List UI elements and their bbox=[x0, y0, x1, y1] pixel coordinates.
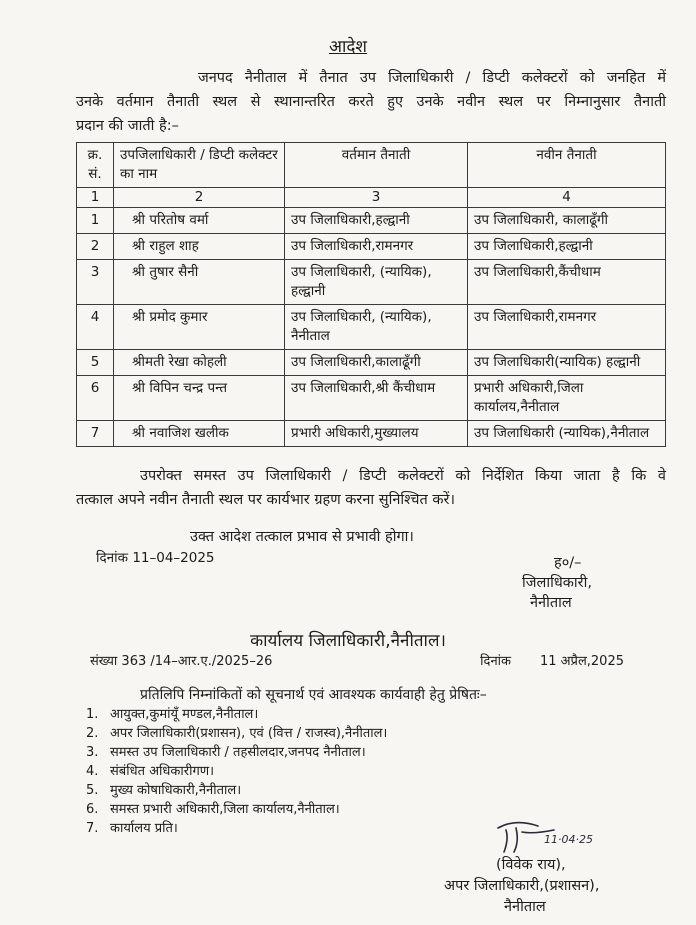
row-current-posting: उप जिलाधिकारी,कालाढूँगी bbox=[285, 350, 468, 376]
table-row bbox=[77, 260, 666, 305]
row-officer-name: श्री राहुल शाह bbox=[114, 234, 285, 260]
row-serial: 2 bbox=[77, 234, 114, 260]
row-new-posting: उप जिलाधिकारी(न्यायिक) हल्द्वानी bbox=[468, 350, 666, 376]
intro-paragraph bbox=[76, 66, 666, 138]
list-item: 4. संबंधित अधिकारीगण। bbox=[86, 764, 215, 779]
row-new-posting: उप जिलाधिकारी,रामनगर bbox=[468, 305, 666, 350]
reference-date-group bbox=[480, 651, 624, 669]
row-new-posting: उप जिलाधिकारी,हल्द्वानी bbox=[468, 234, 666, 260]
order-date: दिनांक 11–04–2025 bbox=[96, 550, 215, 566]
row-new-posting: प्रभारी अधिकारी,जिला कार्यालय,नैनीताल bbox=[468, 376, 666, 421]
row-officer-name: श्री तुषार सैनी bbox=[114, 260, 285, 305]
signature-block-additional-dm bbox=[444, 855, 599, 918]
row-serial: 4 bbox=[77, 305, 114, 350]
reference-date-label: दिनांक bbox=[480, 654, 512, 669]
table-row bbox=[77, 305, 666, 350]
order-title: आदेश bbox=[329, 37, 367, 57]
effect-statement: उक्त आदेश तत्काल प्रभाव से प्रभावी होगा। bbox=[190, 529, 414, 545]
reference-number: संख्या 363 /14–आर.ए./2025–26 bbox=[90, 654, 273, 669]
row-officer-name: श्री नवाजिश खलीक bbox=[114, 421, 285, 447]
reference-date: 11 अप्रैल,2025 bbox=[539, 654, 624, 669]
row-current-posting: उप जिलाधिकारी, (न्यायिक), हल्द्वानी bbox=[285, 260, 468, 305]
reference-line bbox=[90, 651, 624, 669]
signatory-designation: अपर जिलाधिकारी,(प्रशासन), bbox=[444, 878, 600, 894]
row-officer-name: श्री परितोष वर्मा bbox=[114, 208, 285, 234]
row-current-posting: उप जिलाधिकारी,श्री कैंचीधाम bbox=[285, 376, 468, 421]
row-current-posting: उप जिलाधिकारी,हल्द्वानी bbox=[285, 208, 468, 234]
row-serial: 3 bbox=[77, 260, 114, 305]
intro-line-1: जनपद नैनीताल में तैनात उप जिलाधिकारी / डिप्टी कलेक्टरों को जनहित में bbox=[198, 70, 666, 86]
row-new-posting: उप जिलाधिकारी (न्यायिक),नैनीताल bbox=[468, 421, 666, 447]
row-officer-name: श्री विपिन चन्द्र पन्त bbox=[114, 376, 285, 421]
row-new-posting: उप जिलाधिकारी,कैंचीधाम bbox=[468, 260, 666, 305]
column-number: 3 bbox=[285, 188, 468, 208]
list-item: 6. समस्त प्रभारी अधिकारी,जिला कार्यालय,नैनीताल। bbox=[86, 802, 340, 817]
instruction-line-1: उपरोक्त समस्त उप जिलाधिकारी / डिप्टी कलेक्टरों को निर्देशित किया जाता है कि वे bbox=[140, 468, 666, 484]
list-item: 3. समस्त उप जिलाधिकारी / तहसीलदार,जनपद नैनीताल। bbox=[86, 745, 366, 760]
list-item: 2. अपर जिलाधिकारी(प्रशासन), एवं (वित्त / राजस्व),नैनीताल। bbox=[86, 726, 388, 741]
signatory-name: (विवेक राय), bbox=[496, 857, 566, 873]
instruction-paragraph bbox=[76, 464, 666, 512]
row-current-posting: उप जिलाधिकारी, (न्यायिक), नैनीताल bbox=[285, 305, 468, 350]
table-header-row bbox=[77, 143, 666, 188]
row-new-posting: उप जिलाधिकारी, कालाढूँगी bbox=[468, 208, 666, 234]
table-row bbox=[77, 421, 666, 447]
column-number: 2 bbox=[114, 188, 285, 208]
header-name: उपजिलाधिकारी / डिप्टी कलेक्टर का नाम bbox=[114, 143, 285, 188]
table-row bbox=[77, 234, 666, 260]
office-heading: कार्यालय जिलाधिकारी,नैनीताल। bbox=[250, 631, 446, 651]
list-item: 7. कार्यालय प्रति। bbox=[86, 821, 178, 836]
intro-line-2: उनके वर्तमान तैनाती स्थल से स्थानान्तरित करते हुए उनके नवीन स्थल पर निम्नानुसार तैनाती bbox=[76, 94, 666, 110]
signature-designation: जिलाधिकारी, bbox=[522, 575, 592, 591]
instruction-line-2: तत्काल अपने नवीन तैनाती स्थल पर कार्यभार ग्रहण करना सुनिश्चित करें। bbox=[76, 492, 455, 508]
row-serial: 6 bbox=[77, 376, 114, 421]
copy-intro: प्रतिलिपि निम्नांकितों को सूचनार्थ एवं आवश्यक कार्यवाही हेतु प्रेषितः– bbox=[140, 687, 487, 703]
signatory-place: नैनीताल bbox=[504, 899, 546, 915]
transfer-table bbox=[76, 142, 666, 447]
row-officer-name: श्रीमती रेखा कोहली bbox=[114, 350, 285, 376]
column-number: 4 bbox=[468, 188, 666, 208]
header-current-posting: वर्तमान तैनाती bbox=[285, 143, 468, 188]
table-row bbox=[77, 376, 666, 421]
handwritten-date: 11·04·25 bbox=[544, 833, 593, 846]
list-item: 5. मुख्य कोषाधिकारी,नैनीताल। bbox=[86, 783, 242, 798]
row-current-posting: उप जिलाधिकारी,रामनगर bbox=[285, 234, 468, 260]
table-row bbox=[77, 208, 666, 234]
header-serial: क्र. सं. bbox=[77, 143, 114, 188]
row-current-posting: प्रभारी अधिकारी,मुख्यालय bbox=[285, 421, 468, 447]
intro-line-3: प्रदान की जाती है:– bbox=[76, 118, 179, 134]
signature-mark: ह०/– bbox=[554, 555, 582, 571]
copy-list bbox=[86, 705, 387, 838]
column-number: 1 bbox=[77, 188, 114, 208]
signature-place: नैनीताल bbox=[530, 595, 572, 611]
row-serial: 1 bbox=[77, 208, 114, 234]
column-number-row bbox=[77, 188, 666, 208]
table-row bbox=[77, 350, 666, 376]
header-new-posting: नवीन तैनाती bbox=[468, 143, 666, 188]
row-officer-name: श्री प्रमोद कुमार bbox=[114, 305, 285, 350]
list-item: 1. आयुक्त,कुमांयूँ मण्डल,नैनीताल। bbox=[86, 707, 259, 722]
row-serial: 5 bbox=[77, 350, 114, 376]
row-serial: 7 bbox=[77, 421, 114, 447]
signature-block-district-magistrate bbox=[522, 553, 592, 613]
